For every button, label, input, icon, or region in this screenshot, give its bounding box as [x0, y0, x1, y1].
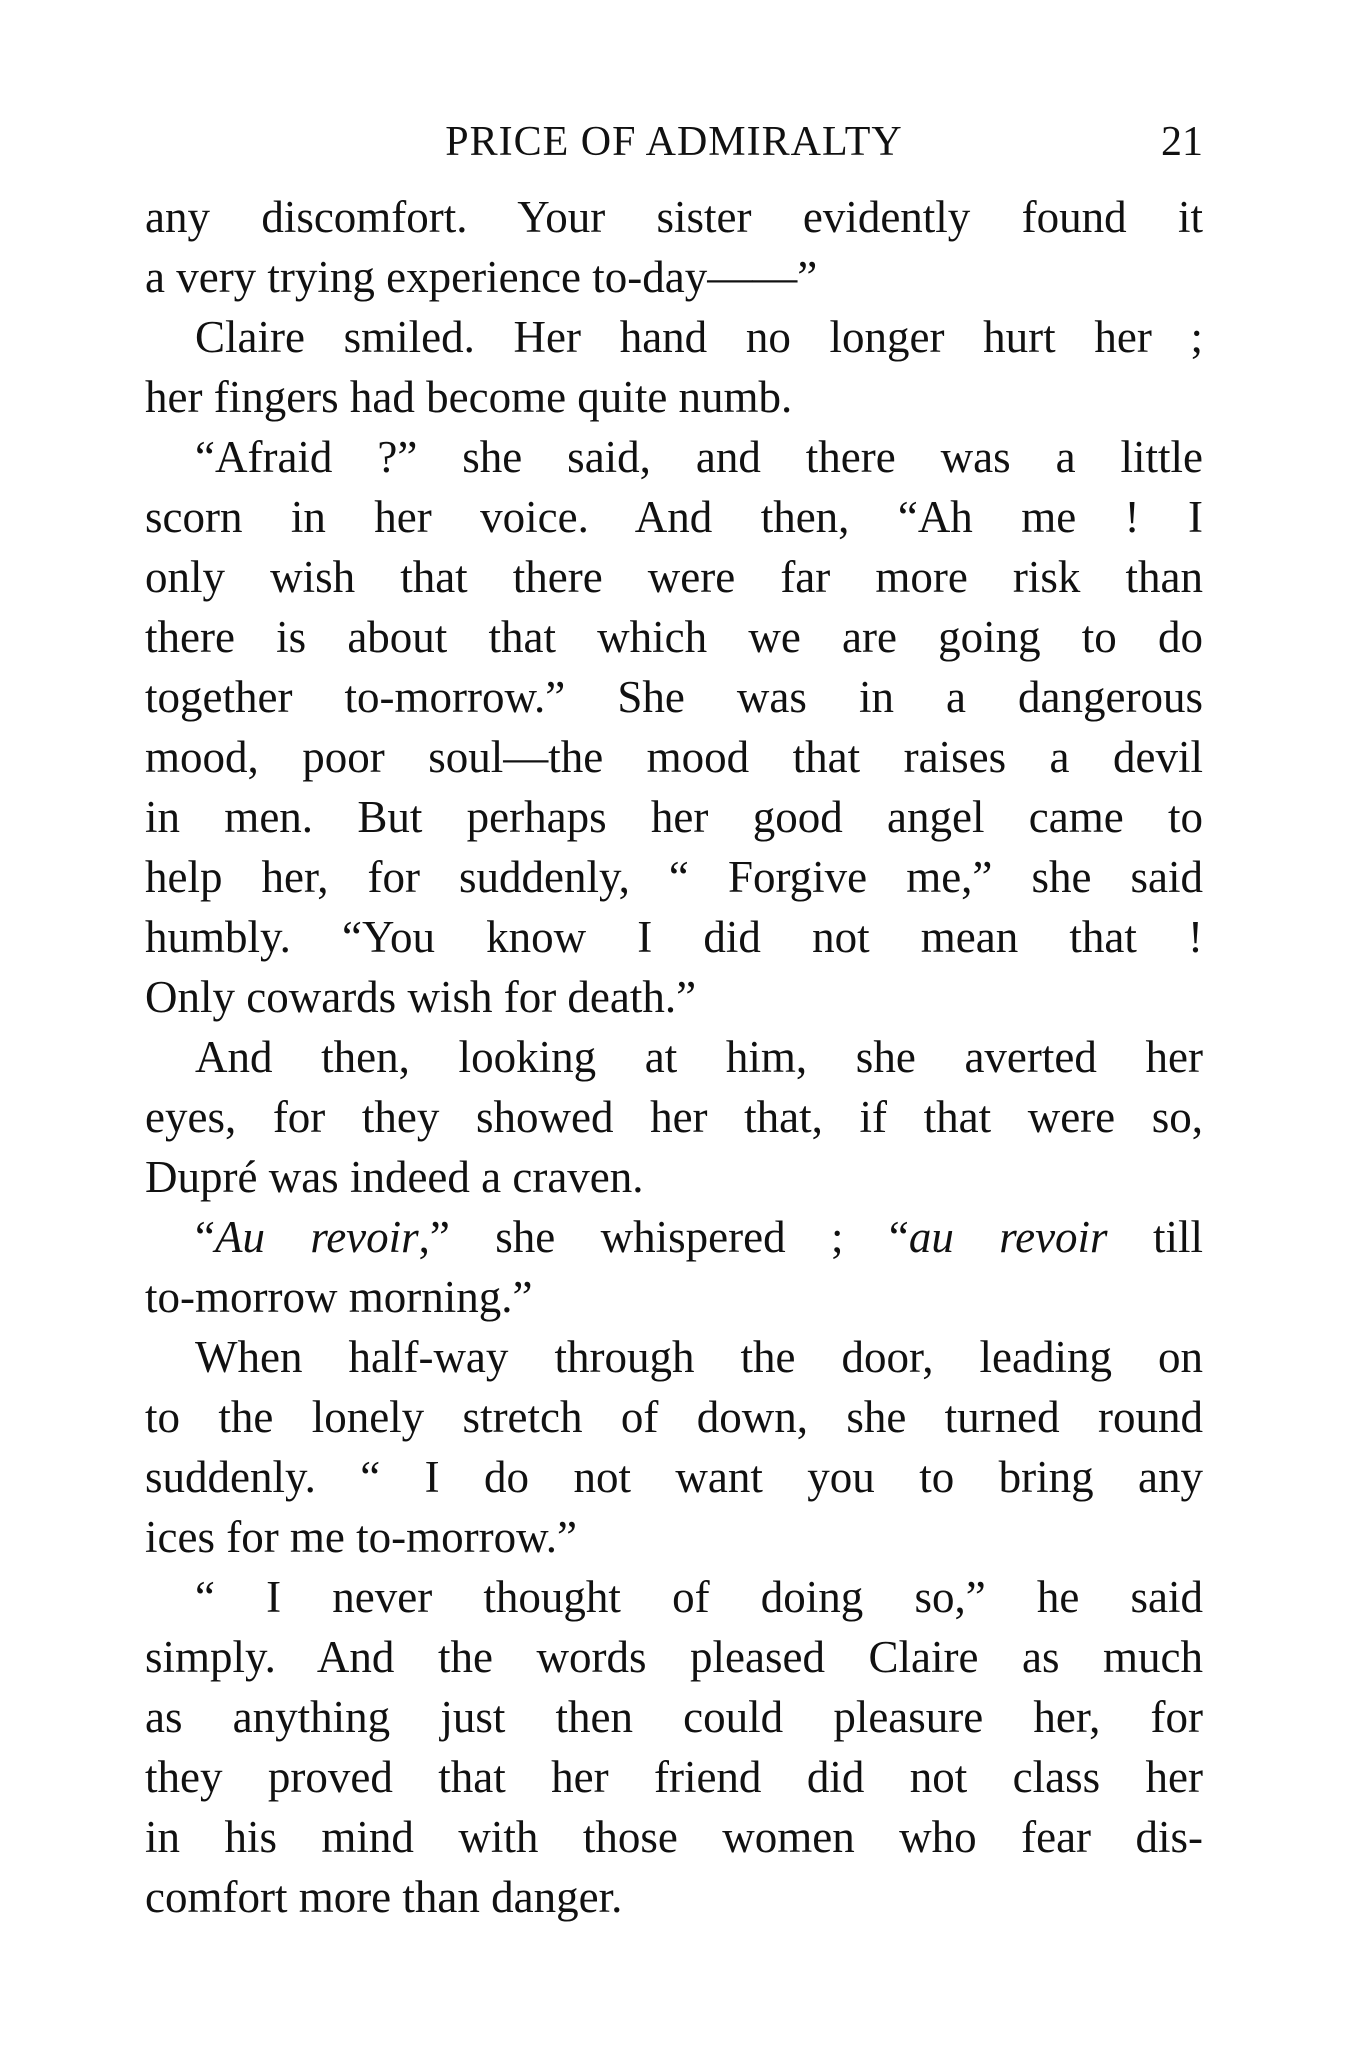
- text-line: in men. But perhaps her good angel came to: [145, 792, 1203, 842]
- text-line: to-morrow morning.”: [145, 1272, 533, 1322]
- paragraph: [145, 187, 1203, 307]
- paragraph: [145, 1567, 1203, 1927]
- text-line: they proved that her friend did not class her: [145, 1752, 1203, 1802]
- text-line: ices for me to-morrow.”: [145, 1512, 577, 1562]
- paragraph: [145, 1327, 1203, 1567]
- text-line: simply. And the words pleased Claire as much: [145, 1632, 1203, 1682]
- text-line: in his mind with those women who fear dis-: [145, 1812, 1203, 1862]
- text-line: “Afraid ?” she said, and there was a little: [195, 432, 1203, 482]
- text-line: “ I never thought of doing so,” he said: [195, 1572, 1203, 1622]
- text-line: her fingers had become quite numb.: [145, 372, 793, 422]
- text-line: there is about that which we are going to do: [145, 612, 1203, 662]
- paragraph: [145, 307, 1203, 427]
- text-line: comfort more than danger.: [145, 1872, 623, 1922]
- text-line: to the lonely stretch of down, she turned round: [145, 1392, 1203, 1442]
- text-line: as anything just then could pleasure her, for: [145, 1692, 1203, 1742]
- text-line: Only cowards wish for death.”: [145, 972, 697, 1022]
- text-line: mood, poor soul—the mood that raises a devil: [145, 732, 1203, 782]
- running-title: PRICE OF ADMIRALTY: [445, 119, 903, 165]
- text-line: suddenly. “ I do not want you to bring any: [145, 1452, 1203, 1502]
- text-line: And then, looking at him, she averted her: [195, 1032, 1203, 1082]
- paragraph: [145, 1027, 1203, 1207]
- paragraph: [145, 427, 1203, 1027]
- text-line: When half-way through the door, leading on: [195, 1332, 1203, 1382]
- text-line: humbly. “You know I did not mean that !: [145, 912, 1203, 962]
- text-line: “Au revoir,” she whispered ; “au revoir till: [195, 1212, 1203, 1262]
- body-text: [145, 187, 1203, 1927]
- text-line: only wish that there were far more risk than: [145, 552, 1203, 602]
- text-line: together to-morrow.” She was in a dangerous: [145, 672, 1203, 722]
- text-line: any discomfort. Your sister evidently found it: [145, 192, 1203, 242]
- text-line: Claire smiled. Her hand no longer hurt her ;: [195, 312, 1203, 362]
- text-line: a very trying experience to-day——”: [145, 252, 818, 302]
- text-line: help her, for suddenly, “ Forgive me,” she said: [145, 852, 1203, 902]
- text-line: scorn in her voice. And then, “Ah me ! I: [145, 492, 1203, 542]
- page-number: 21: [1161, 119, 1203, 165]
- text-line: eyes, for they showed her that, if that were so,: [145, 1092, 1203, 1142]
- text-line: Dupré was indeed a craven.: [145, 1152, 644, 1202]
- paragraph: [145, 1207, 1203, 1327]
- page-header: [145, 112, 1203, 172]
